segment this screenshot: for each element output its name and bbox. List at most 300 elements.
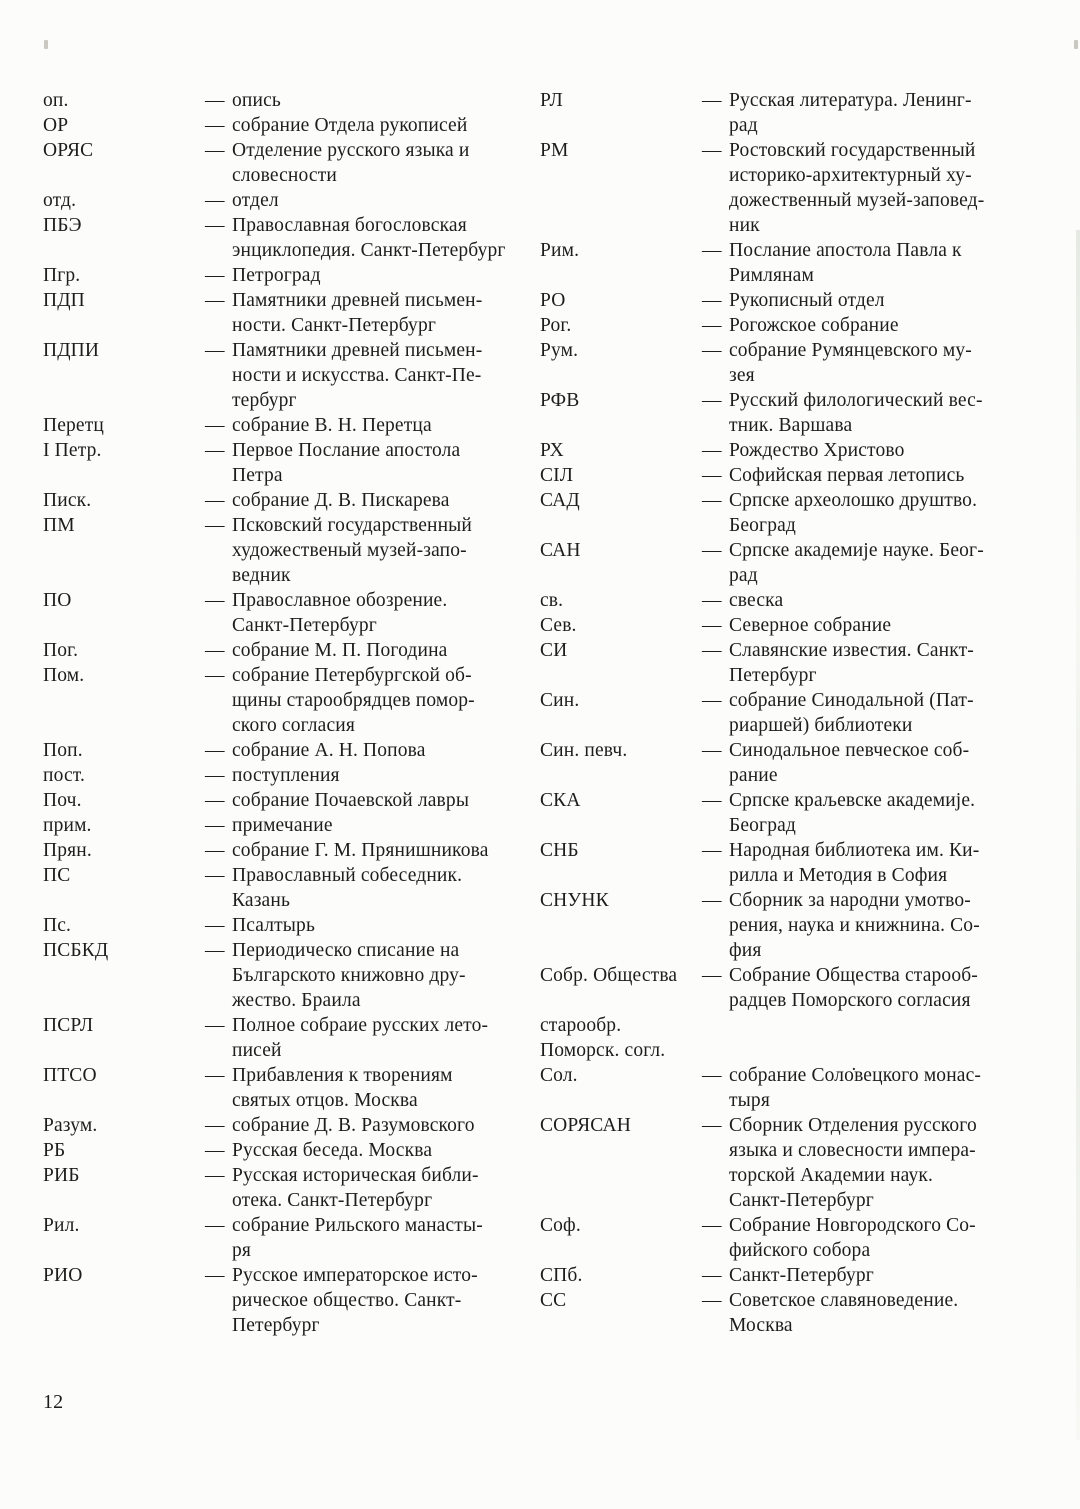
- dash-separator: —: [205, 265, 225, 286]
- definition-line: собрание Соло̇вецкого монас-: [729, 1065, 982, 1086]
- abbr-entry: [540, 963, 1018, 1013]
- abbr-entry: [540, 138, 1018, 238]
- abbr-definition: [205, 788, 515, 813]
- definition-line: собрание Д. В. Пискарева: [232, 490, 450, 511]
- definition-line: художественый музей-запо-: [232, 540, 467, 561]
- definition-line: отдел: [232, 190, 279, 211]
- definition-line: Собрание Общества старооб-: [729, 965, 978, 986]
- definition-line: Синодальное певческое соб-: [729, 740, 970, 761]
- dash-separator: —: [205, 665, 225, 686]
- definition-line: Псалтырь: [232, 915, 315, 936]
- definition-line: свеска: [729, 590, 784, 611]
- abbr-definition: [702, 388, 1018, 438]
- abbr-definition: [702, 1038, 1018, 1063]
- definition-line: Рукописный отдел: [729, 290, 885, 311]
- dash-separator: —: [205, 1165, 225, 1186]
- dash-separator: —: [702, 440, 722, 461]
- abbr-entry: [540, 88, 1018, 138]
- abbr-label: Син.: [540, 690, 580, 711]
- dash-separator: —: [205, 840, 225, 861]
- definition-line: историко-архитектурный ху-: [729, 165, 972, 186]
- dash-separator: —: [702, 1215, 722, 1236]
- definition-line: писей: [232, 1040, 282, 1061]
- dash-separator: —: [205, 940, 225, 961]
- abbr-entry: [43, 138, 515, 188]
- abbr-label: отд.: [43, 190, 77, 211]
- abbr-label: Разум.: [43, 1115, 98, 1136]
- abbr-label: Перетц: [43, 415, 104, 436]
- abbr-definition: [702, 963, 1018, 1013]
- page-number: 12: [43, 1391, 64, 1413]
- abbr-definition: [205, 1138, 515, 1163]
- abbr-entry: [43, 913, 515, 938]
- abbr-definition: [205, 863, 515, 913]
- definition-line: ности и искусства. Санкт-Пе-: [232, 365, 482, 386]
- definition-line: Собрание Новгородского Со-: [729, 1215, 976, 1236]
- abbr-entry: [540, 488, 1018, 538]
- definition-line: Београд: [729, 815, 796, 836]
- abbr-definition: [205, 288, 515, 338]
- abbr-definition: [205, 638, 515, 663]
- definition-line: тыря: [729, 1090, 770, 1111]
- definition-line: фийского собора: [729, 1240, 871, 1261]
- definition-line: ности. Санкт-Петербург: [232, 315, 437, 336]
- definition-line: святых отцов. Москва: [232, 1090, 418, 1111]
- abbr-label: САД: [540, 490, 580, 511]
- dash-separator: —: [702, 340, 722, 361]
- abbr-definition: [205, 88, 515, 113]
- abbr-definition: [205, 1163, 515, 1213]
- definition-line: Псковский государственный: [232, 515, 473, 536]
- abbr-definition: [205, 838, 515, 863]
- definition-line: отека. Санкт-Петербург: [232, 1190, 433, 1211]
- definition-line: собрание Петербургской об-: [232, 665, 472, 686]
- definition-line: рения, наука и книжнина. Со-: [729, 915, 980, 936]
- definition-line: Петербург: [729, 665, 817, 686]
- definition-line: Русское императорское исто-: [232, 1265, 478, 1286]
- definition-line: Православная богословская: [232, 215, 467, 236]
- abbr-entry: [540, 238, 1018, 288]
- abbr-label: Поч.: [43, 790, 82, 811]
- definition-line: Первое Послание апостола: [232, 440, 461, 461]
- definition-line: тник. Варшава: [729, 415, 853, 436]
- abbr-entry: [43, 788, 515, 813]
- abbr-entry: [43, 838, 515, 863]
- abbr-entry: [540, 1263, 1018, 1288]
- dash-separator: —: [702, 740, 722, 761]
- abbr-label: ПСРЛ: [43, 1015, 94, 1036]
- abbr-definition: [702, 288, 1018, 313]
- definition-line: фия: [729, 940, 762, 961]
- definition-line: Петроград: [232, 265, 321, 286]
- dash-separator: —: [702, 640, 722, 661]
- definition-line: собрание Румянцевского му-: [729, 340, 972, 361]
- abbr-definition: [205, 763, 515, 788]
- abbr-definition: [702, 488, 1018, 538]
- dash-separator: —: [205, 1115, 225, 1136]
- abbr-entry: [43, 338, 515, 413]
- dash-separator: —: [205, 515, 225, 536]
- abbr-label: Рум.: [540, 340, 579, 361]
- abbr-entry: [43, 763, 515, 788]
- abbr-entry: [540, 1063, 1018, 1113]
- abbr-entry: [540, 338, 1018, 388]
- abbr-entry: [43, 938, 515, 1013]
- dash-separator: —: [702, 90, 722, 111]
- abbr-definition: [702, 313, 1018, 338]
- abbr-entry: [43, 1213, 515, 1263]
- abbr-definition: [702, 1013, 1018, 1038]
- abbr-entry: [43, 263, 515, 288]
- abbr-label: ПМ: [43, 515, 75, 536]
- dash-separator: —: [205, 790, 225, 811]
- definition-line: Послание апостола Павла к: [729, 240, 962, 261]
- definition-line: рад: [729, 115, 758, 136]
- definition-line: собрание Отдела рукописей: [232, 115, 468, 136]
- definition-line: Русская литература. Ленинг-: [729, 90, 972, 111]
- definition-line: рание: [729, 765, 778, 786]
- definition-line: Памятники древней письмен-: [232, 290, 483, 311]
- abbr-entry: [43, 513, 515, 588]
- dash-separator: —: [205, 215, 225, 236]
- dash-separator: —: [205, 1265, 225, 1286]
- definition-line: Прибавления к творениям: [232, 1065, 453, 1086]
- dash-separator: —: [205, 640, 225, 661]
- dash-separator: —: [702, 490, 722, 511]
- abbr-definition: [205, 1063, 515, 1113]
- abbr-label: Сол.: [540, 1065, 578, 1086]
- abbr-definition: [702, 1263, 1018, 1288]
- definition-line: энциклопедия. Санкт-Петербург: [232, 240, 506, 261]
- dash-separator: —: [205, 415, 225, 436]
- definition-line: собрание Рильского манасты-: [232, 1215, 483, 1236]
- dash-separator: —: [205, 90, 225, 111]
- abbr-entry: [540, 1113, 1018, 1213]
- definition-line: Санкт-Петербург: [232, 615, 377, 636]
- dash-separator: —: [702, 140, 722, 161]
- abbr-label: РЛ: [540, 90, 563, 111]
- dash-separator: —: [205, 1215, 225, 1236]
- abbr-entry: [540, 1288, 1018, 1338]
- dash-separator: —: [205, 1140, 225, 1161]
- abbr-definition: [702, 688, 1018, 738]
- dash-separator: —: [702, 890, 722, 911]
- definition-line: словесности: [232, 165, 337, 186]
- abbr-entry: [43, 113, 515, 138]
- abbr-definition: [702, 613, 1018, 638]
- abbr-entry: [540, 313, 1018, 338]
- definition-line: Отделение русского языка и: [232, 140, 470, 161]
- abbr-definition: [702, 1213, 1018, 1263]
- definition-line: собрание Почаевской лавры: [232, 790, 470, 811]
- scan-edge-shade: [1076, 230, 1080, 1440]
- abbr-definition: [205, 738, 515, 763]
- abbr-definition: [205, 413, 515, 438]
- dash-separator: —: [205, 765, 225, 786]
- definition-line: Рогожское собрание: [729, 315, 899, 336]
- abbr-entry: [43, 413, 515, 438]
- abbr-definition: [702, 338, 1018, 388]
- abbr-definition: [205, 1113, 515, 1138]
- definition-line: Софийская первая летопись: [729, 465, 965, 486]
- abbr-label: ОРЯС: [43, 140, 94, 161]
- definition-line: торской Академии наук.: [729, 1165, 934, 1186]
- abbr-label: СПб.: [540, 1265, 583, 1286]
- dash-separator: —: [702, 390, 722, 411]
- abbr-label: ПБЭ: [43, 215, 82, 236]
- abbr-label: ПО: [43, 590, 72, 611]
- abbr-entry: [540, 538, 1018, 588]
- definition-line: зея: [729, 365, 755, 386]
- abbr-label: СОРЯСАН: [540, 1115, 631, 1136]
- abbr-entry: [540, 838, 1018, 888]
- definition-line: Санкт-Петербург: [729, 1190, 874, 1211]
- abbr-entry: [540, 788, 1018, 838]
- abbr-label: Собр. Общества: [540, 965, 678, 986]
- abbr-label: СНУНК: [540, 890, 609, 911]
- dash-separator: —: [702, 590, 722, 611]
- abbr-definition: [702, 1063, 1018, 1113]
- abbr-label: Пс.: [43, 915, 72, 936]
- abbr-label: СС: [540, 1290, 567, 1311]
- abbr-entry: [43, 488, 515, 513]
- definition-line: примечание: [232, 815, 333, 836]
- definition-line: ря: [232, 1240, 252, 1261]
- definition-line: Санкт-Петербург: [729, 1265, 874, 1286]
- definition-line: Православное обозрение.: [232, 590, 448, 611]
- abbr-label: РИО: [43, 1265, 83, 1286]
- dash-separator: —: [205, 865, 225, 886]
- abbr-definition: [702, 463, 1018, 488]
- abbr-entry: [43, 1113, 515, 1138]
- definition-line: дожественный музей-заповед-: [729, 190, 985, 211]
- abbr-label: Поморск. согл.: [540, 1040, 666, 1061]
- abbr-entry: [540, 1213, 1018, 1263]
- abbr-entry: [43, 1063, 515, 1113]
- definition-line: ник: [729, 215, 760, 236]
- abbr-definition: [205, 488, 515, 513]
- abbr-entry: [540, 388, 1018, 438]
- definition-line: Београд: [729, 515, 796, 536]
- abbr-label: св.: [540, 590, 564, 611]
- definition-line: Православный собеседник.: [232, 865, 463, 886]
- definition-line: рическое общество. Санкт-: [232, 1290, 462, 1311]
- abbr-entry: [43, 663, 515, 738]
- abbr-definition: [702, 438, 1018, 463]
- abbr-entry: [43, 1263, 515, 1338]
- abbr-definition: [205, 1213, 515, 1263]
- abbr-entry: [540, 463, 1018, 488]
- dash-separator: —: [702, 1115, 722, 1136]
- abbreviations-column-right: [540, 88, 1018, 1338]
- abbr-definition: [702, 1113, 1018, 1213]
- definition-line: Полное собраие русских лето-: [232, 1015, 489, 1036]
- dash-separator: —: [702, 1065, 722, 1086]
- abbr-label: РО: [540, 290, 566, 311]
- dash-separator: —: [702, 240, 722, 261]
- abbr-definition: [702, 788, 1018, 838]
- abbr-definition: [205, 188, 515, 213]
- dash-separator: —: [702, 615, 722, 636]
- definition-line: Русский филологический вес-: [729, 390, 983, 411]
- dash-separator: —: [205, 740, 225, 761]
- definition-line: Советское славяноведение.: [729, 1290, 959, 1311]
- abbr-label: ПТСО: [43, 1065, 97, 1086]
- abbr-entry: [43, 288, 515, 338]
- abbr-label: Син. певч.: [540, 740, 628, 761]
- abbr-definition: [205, 263, 515, 288]
- dash-separator: —: [702, 315, 722, 336]
- abbr-label: Прян.: [43, 840, 92, 861]
- abbr-definition: [702, 138, 1018, 238]
- abbr-entry: [43, 863, 515, 913]
- definition-line: Северное собрание: [729, 615, 892, 636]
- abbr-definition: [205, 1263, 515, 1338]
- definition-line: языка и словесности импера-: [729, 1140, 976, 1161]
- definition-line: Българското книжовно дру-: [232, 965, 466, 986]
- definition-line: поступления: [232, 765, 340, 786]
- abbr-entry: [43, 813, 515, 838]
- dash-separator: —: [205, 815, 225, 836]
- abbr-definition: [702, 538, 1018, 588]
- abbr-label: Писк.: [43, 490, 92, 511]
- abbr-entry: [43, 1013, 515, 1063]
- abbr-entry: [43, 638, 515, 663]
- abbr-entry: [540, 1038, 1018, 1063]
- abbr-entry: [540, 688, 1018, 738]
- dash-separator: —: [702, 790, 722, 811]
- abbr-label: СІЛ: [540, 465, 574, 486]
- definition-line: ского согласия: [232, 715, 355, 736]
- definition-line: Славянские известия. Санкт-: [729, 640, 974, 661]
- scan-speck: [44, 40, 48, 49]
- definition-line: Москва: [729, 1315, 793, 1336]
- dash-separator: —: [205, 1065, 225, 1086]
- definition-line: Русская беседа. Москва: [232, 1140, 433, 1161]
- abbr-definition: [205, 913, 515, 938]
- abbr-label: РБ: [43, 1140, 66, 1161]
- definition-line: Периодическо списание на: [232, 940, 460, 961]
- abbr-definition: [205, 588, 515, 638]
- definition-line: тербург: [232, 390, 297, 411]
- abbr-label: РИБ: [43, 1165, 80, 1186]
- abbr-definition: [702, 588, 1018, 613]
- abbr-definition: [702, 88, 1018, 138]
- abbr-label: Пгр.: [43, 265, 81, 286]
- definition-line: рилла и Методия в София: [729, 865, 948, 886]
- abbr-definition: [205, 113, 515, 138]
- definition-line: жество. Браила: [232, 990, 361, 1011]
- definition-line: щины старообрядцев помор-: [232, 690, 475, 711]
- scan-speck: [1074, 40, 1078, 49]
- abbr-definition: [205, 513, 515, 588]
- abbr-label: ПДПИ: [43, 340, 100, 361]
- abbr-entry: [43, 438, 515, 488]
- definition-line: риаршей) библиотеки: [729, 715, 913, 736]
- abbr-definition: [205, 938, 515, 1013]
- definition-line: опись: [232, 90, 281, 111]
- definition-line: Српске краљевске академије.: [729, 790, 976, 811]
- dash-separator: —: [702, 965, 722, 986]
- abbr-entry: [43, 1138, 515, 1163]
- abbr-label: РФВ: [540, 390, 580, 411]
- abbr-label: Рим.: [540, 240, 580, 261]
- definition-line: Рождество Христово: [729, 440, 905, 461]
- dash-separator: —: [205, 590, 225, 611]
- abbr-label: Поп.: [43, 740, 83, 761]
- definition-line: Казань: [232, 890, 290, 911]
- dash-separator: —: [702, 290, 722, 311]
- definition-line: собрание А. Н. Попова: [232, 740, 426, 761]
- abbr-entry: [43, 88, 515, 113]
- definition-line: ведник: [232, 565, 291, 586]
- definition-line: Сборник Отделения русского: [729, 1115, 977, 1136]
- definition-line: Народная библиотека им. Ки-: [729, 840, 980, 861]
- abbr-label: ПДП: [43, 290, 85, 311]
- abbr-definition: [702, 738, 1018, 788]
- abbr-entry: [540, 438, 1018, 463]
- abbr-entry: [43, 213, 515, 263]
- definition-line: собрание В. Н. Перетца: [232, 415, 432, 436]
- abbr-entry: [540, 613, 1018, 638]
- dash-separator: —: [205, 915, 225, 936]
- definition-line: Памятники древней письмен-: [232, 340, 483, 361]
- dash-separator: —: [702, 1265, 722, 1286]
- definition-line: Петра: [232, 465, 283, 486]
- abbr-definition: [702, 1288, 1018, 1338]
- abbr-label: Пом.: [43, 665, 85, 686]
- definition-line: рад: [729, 565, 758, 586]
- dash-separator: —: [702, 1290, 722, 1311]
- abbr-label: ПС: [43, 865, 71, 886]
- dash-separator: —: [205, 1015, 225, 1036]
- abbr-definition: [205, 338, 515, 413]
- abbr-label: старообр.: [540, 1015, 622, 1036]
- abbr-definition: [205, 813, 515, 838]
- dash-separator: —: [205, 490, 225, 511]
- abbr-label: Рог.: [540, 315, 572, 336]
- definition-line: Ростовский государственный: [729, 140, 976, 161]
- abbr-entry: [540, 588, 1018, 613]
- abbr-label: СИ: [540, 640, 568, 661]
- dash-separator: —: [205, 140, 225, 161]
- definition-line: собрание Синодальной (Пат-: [729, 690, 974, 711]
- dash-separator: —: [702, 840, 722, 861]
- abbr-entry: [43, 738, 515, 763]
- abbr-entry: [43, 188, 515, 213]
- definition-line: Сборник за народни умотво-: [729, 890, 971, 911]
- abbr-definition: [702, 638, 1018, 688]
- abbr-label: СКА: [540, 790, 581, 811]
- abbr-entry: [540, 638, 1018, 688]
- definition-line: собрание Д. В. Разумовского: [232, 1115, 475, 1136]
- definition-line: Русская историческая библи-: [232, 1165, 479, 1186]
- abbr-definition: [702, 838, 1018, 888]
- dash-separator: —: [702, 540, 722, 561]
- abbr-label: Рил.: [43, 1215, 80, 1236]
- definition-line: Римлянам: [729, 265, 814, 286]
- abbr-definition: [205, 1013, 515, 1063]
- abbr-label: САН: [540, 540, 581, 561]
- abbr-entry: [43, 588, 515, 638]
- dash-separator: —: [205, 290, 225, 311]
- dash-separator: —: [205, 115, 225, 136]
- abbr-definition: [205, 438, 515, 488]
- abbr-definition: [702, 888, 1018, 963]
- dash-separator: —: [702, 465, 722, 486]
- dash-separator: —: [205, 340, 225, 361]
- abbr-entry: [540, 288, 1018, 313]
